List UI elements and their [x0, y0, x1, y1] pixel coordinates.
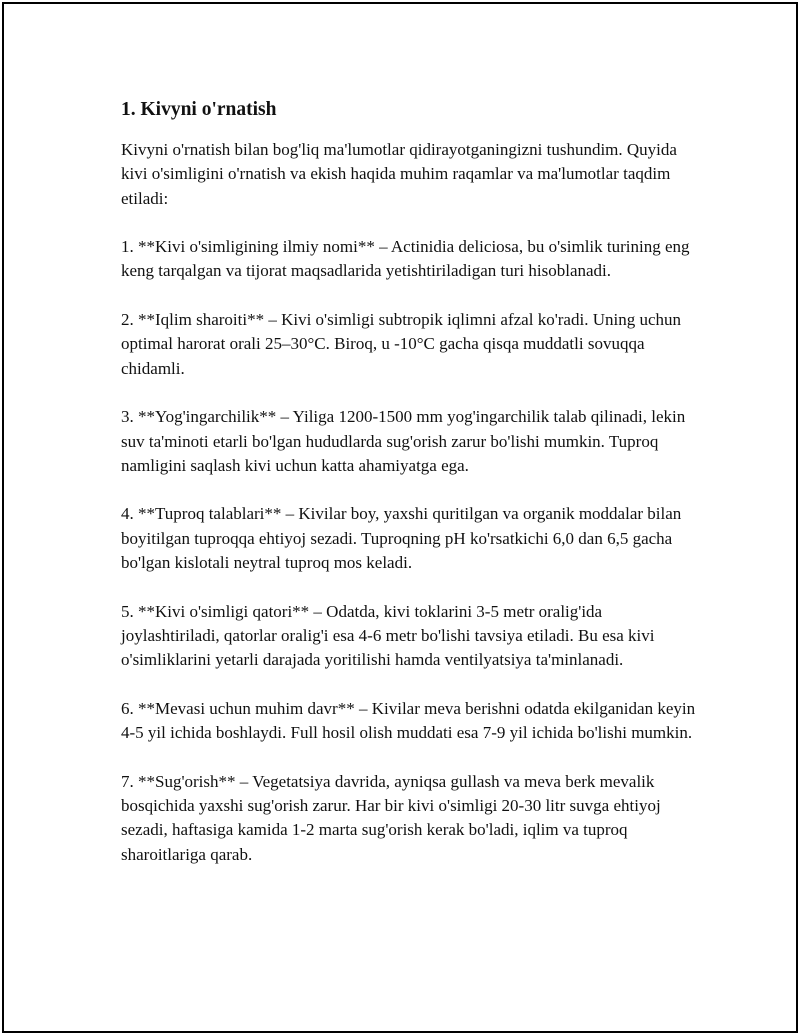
item-rainfall: 3. **Yog'ingarchilik** – Yiliga 1200-1500 mm yog'ingarchilik talab qilinadi, lekin suv ta'minoti etarli bo'lgan hududlarda sug'orish zarur bo'lishi mumkin. Tuproq namligini saqlash kivi uchun katta ahamiyatga ega. — [121, 407, 686, 475]
item-row-spacing: 5. **Kivi o'simligi qatori** – Odatda, kivi toklarini 3-5 metr oralig'ida joylashtiriladi, qatorlar oralig'i esa 4-6 metr bo'lishi tavsiya etiladi. Bu esa kivi o'simliklarini yetarli darajada yoritilishi hamda ventilyatsiya ta'minlanadi. — [121, 601, 655, 670]
item-soil: 4. **Tuproq talablari** – Kivilar boy, yaxshi quritilgan va organik moddalar bilan boyitilgan tuproqqa ehtiyoj sezadi. Tuproqning pH ko'rsatkichi 6,0 dan 6,5 gacha bo'lgan kislotali neytral tuproq mos keladi. — [121, 504, 682, 573]
intro-paragraph: Kivyni o'rnatish bilan bog'liq ma'lumotlar qidirayotganingizni tushundim. Quyida kivi o'simligini o'rnatish va ekish haqida muhim raqamlar va ma'lumotlar taqdim etiladi: — [121, 140, 677, 208]
page-frame — [2, 2, 798, 1033]
item-climate: 2. **Iqlim sharoiti** – Kivi o'simligi subtropik iqlimni afzal ko'radi. Uning uchun optimal harorat orali 25–30°C. Biroq, u -10°C gacha qisqa muddatli sovuqqa chidamli. — [121, 310, 681, 378]
document-body — [121, 97, 701, 891]
page-title: 1. Kivyni o'rnatish — [121, 99, 277, 120]
item-scientific-name: 1. **Kivi o'simligining ilmiy nomi** – Actinidia deliciosa, bu o'simlik turining eng keng tarqalgan va tijorat maqsadlarida yetishtiriladigan turi hisoblanadi. — [121, 237, 690, 281]
item-fruiting-period: 6. **Mevasi uchun muhim davr** – Kivilar meva berishni odatda ekilganidan keyin 4-5 yil ichida boshlaydi. Full hosil olish muddati esa 7-9 yil ichida bo'lishi mumkin. — [121, 698, 696, 743]
item-irrigation: 7. **Sug'orish** – Vegetatsiya davrida, ayniqsa gullash va meva berk mevalik bosqichida yaxshi sug'orish zarur. Har bir kivi o'simligi 20-30 litr suvga ehtiyoj sezadi, haftasiga kamida 1-2 marta sug'orish kerak bo'ladi, iqlim va tuproq sharoitlariga qarab. — [121, 771, 661, 864]
